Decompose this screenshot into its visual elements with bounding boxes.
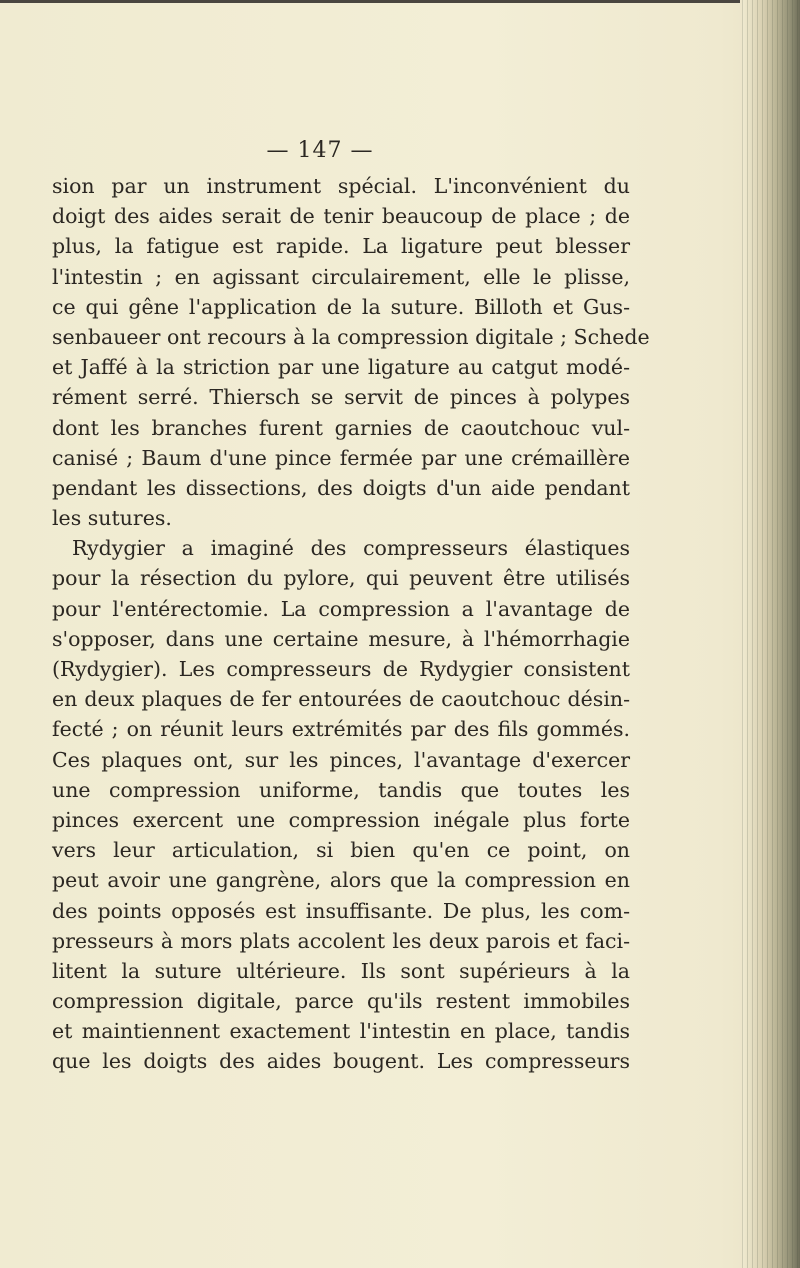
text-line: senbaueer ont recours à la compression digitale ; Schede: [52, 324, 650, 349]
text-line: pendant les dissections, des doigts d'un aide pendant: [52, 475, 630, 500]
text-line: pinces exercent une compression inégale plus forte: [52, 807, 630, 832]
text-line: et maintiennent exactement l'intestin en place, tandis: [52, 1019, 630, 1044]
text-line: une compression uniforme, tandis que toutes les: [52, 777, 630, 802]
text-line: vers leur articulation, si bien qu'en ce point, on: [52, 838, 630, 863]
text-line: les sutures.: [52, 506, 172, 531]
text-line: sion par un instrument spécial. L'inconvénient du: [52, 174, 630, 198]
binding-edge: [742, 0, 800, 1268]
text-line: et Jaffé à la striction par une ligature au catgut modé-: [52, 355, 630, 380]
text-line: que les doigts des aides bougent. Les compresseurs: [52, 1049, 630, 1074]
text-line: pour l'entérectomie. La compression a l'avantage de: [52, 596, 630, 621]
text-line: presseurs à mors plats accolent les deux parois et faci-: [52, 928, 630, 953]
text-line: rément serré. Thiersch se servit de pinces à polypes: [52, 385, 630, 410]
text-line: canisé ; Baum d'une pince fermée par une crémaillère: [52, 445, 630, 470]
text-line: plus, la fatigue est rapide. La ligature peut blesser: [52, 234, 630, 259]
text-line: fecté ; on réunit leurs extrémités par des fils gommés.: [52, 717, 630, 742]
text-line: dont les branches furent garnies de caoutchouc vul-: [52, 415, 630, 440]
text-line: s'opposer, dans une certaine mesure, à l'hémorrhagie: [52, 626, 630, 651]
text-line: (Rydygier). Les compresseurs de Rydygier consistent: [52, 657, 630, 681]
text-line: Ces plaques ont, sur les pinces, l'avantage d'exercer: [52, 747, 630, 772]
body-text: [52, 171, 650, 1077]
page-number: — 147 —: [266, 138, 374, 163]
text-line: pour la résection du pylore, qui peuvent être utilisés: [52, 566, 630, 591]
text-line: peut avoir une gangrène, alors que la compression en: [52, 868, 630, 893]
text-line: ce qui gêne l'application de la suture. Billoth et Gus-: [52, 294, 630, 319]
top-edge-rule: [0, 0, 740, 3]
paragraph-start-line: Rydygier a imaginé des compresseurs élastiques: [72, 536, 630, 561]
text-line: l'intestin ; en agissant circulairement, elle le plisse,: [52, 264, 630, 289]
text-line: en deux plaques de fer entourées de caoutchouc désin-: [52, 687, 630, 712]
text-line: compression digitale, parce qu'ils restent immobiles: [52, 989, 630, 1014]
text-line: doigt des aides serait de tenir beaucoup de place ; de: [52, 204, 630, 229]
text-line: des points opposés est insuffisante. De plus, les com-: [52, 898, 630, 923]
text-line: litent la suture ultérieure. Ils sont supérieurs à la: [52, 958, 630, 983]
